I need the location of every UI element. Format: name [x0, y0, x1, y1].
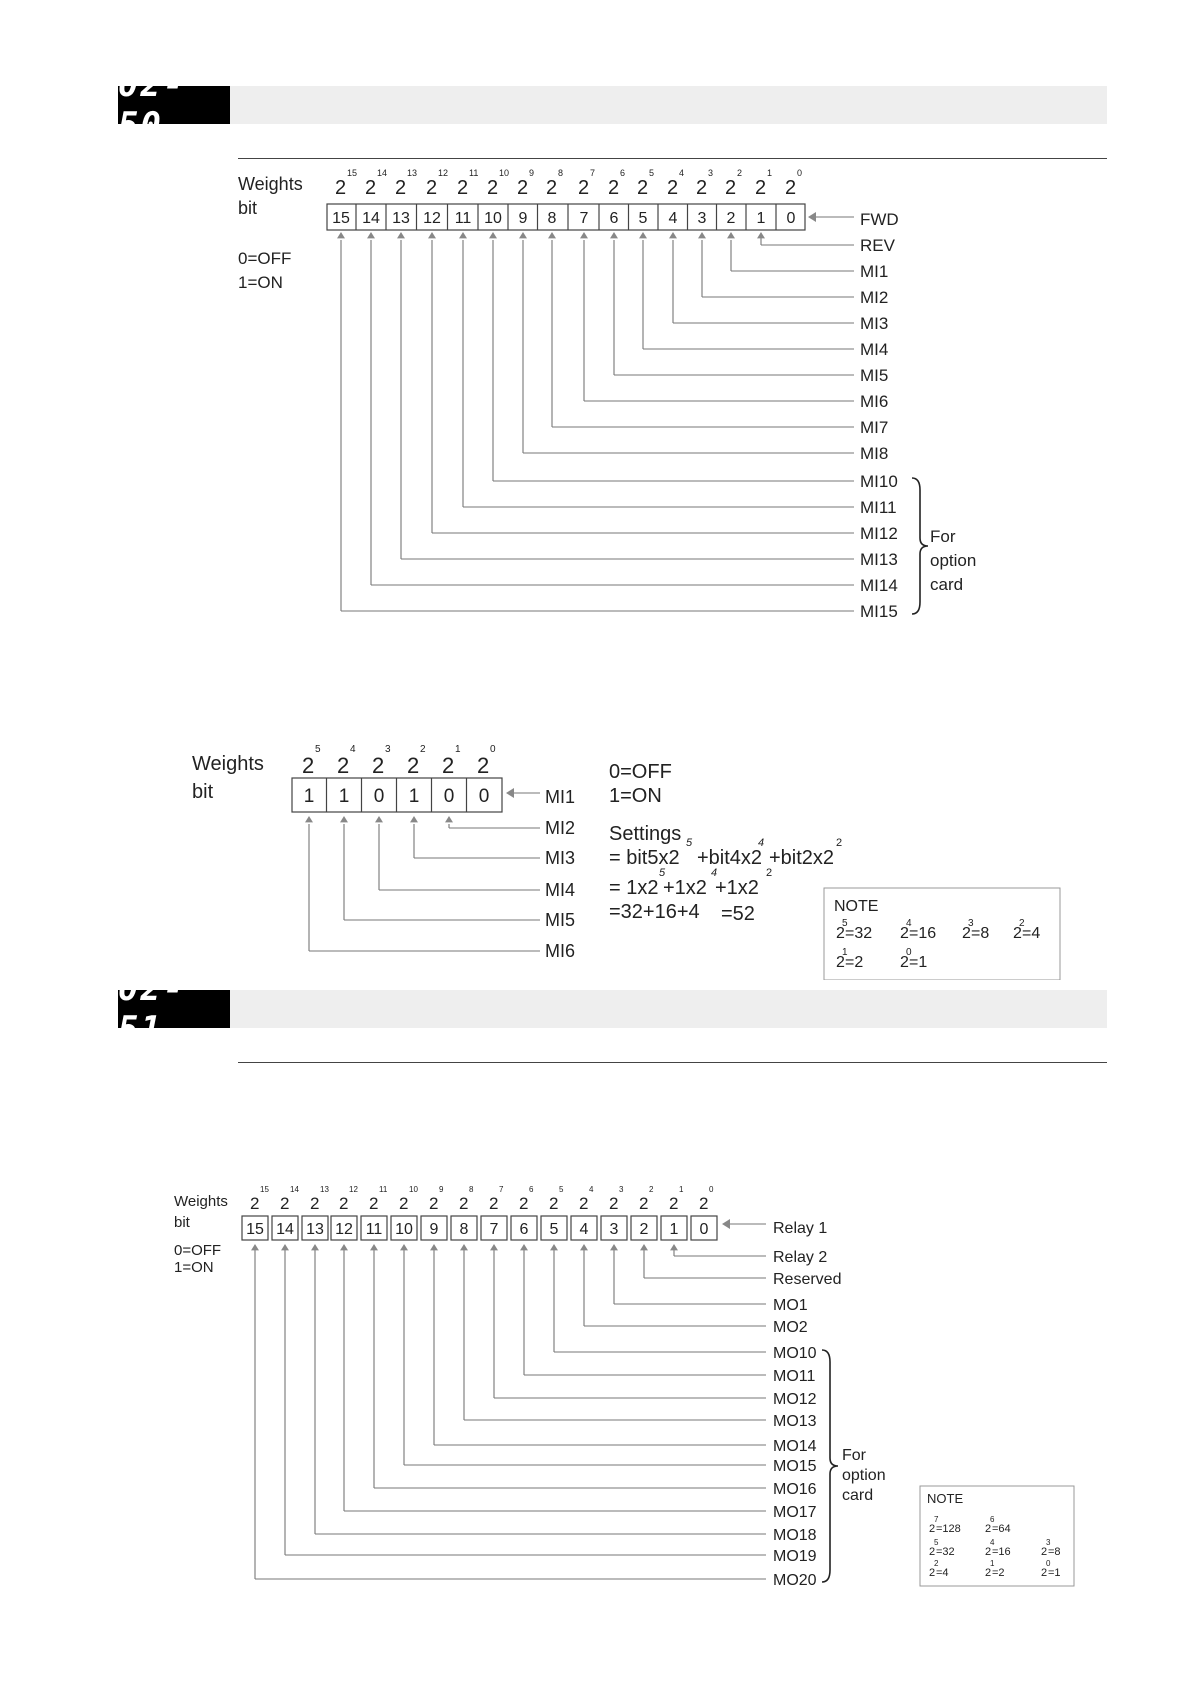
- weight-exponent: 8: [469, 1185, 474, 1194]
- option-card-label: For: [930, 527, 956, 546]
- weight-exponent: 3: [385, 744, 391, 755]
- bit-cell: 0: [443, 786, 455, 807]
- weight-exponent: 3: [619, 1185, 624, 1194]
- weight-base: 2: [457, 177, 469, 199]
- note-base: 2: [962, 925, 971, 942]
- signal-label: MI14: [860, 576, 898, 595]
- weights-label: Weights: [238, 174, 303, 194]
- formula-exponent: 4: [711, 867, 718, 879]
- signal-label: MO12: [773, 1391, 817, 1408]
- arrow-head: [669, 232, 677, 238]
- weight-exponent: 15: [347, 168, 358, 178]
- weight-base: 2: [487, 177, 499, 199]
- option-card-label: card: [842, 1487, 874, 1504]
- weight-exponent: 4: [589, 1185, 594, 1194]
- formula-line-1: +bit2x2: [769, 847, 835, 869]
- note-value: =16: [909, 925, 937, 942]
- weight-base: 2: [608, 177, 620, 199]
- arrow-head: [397, 232, 405, 238]
- signal-label: MO18: [773, 1527, 817, 1544]
- weight-exponent: 12: [438, 168, 449, 178]
- note-exponent: 2: [934, 1559, 939, 1568]
- weight-exponent: 4: [350, 744, 356, 755]
- input-status-example-diagram: [0, 740, 1190, 980]
- note-value: =2: [992, 1567, 1005, 1579]
- bit-cell: 4: [579, 1221, 589, 1238]
- weight-base: 2: [489, 1194, 499, 1213]
- weight-exponent: 9: [439, 1185, 444, 1194]
- arrow-head: [639, 232, 647, 238]
- formula-exponent: 5: [659, 867, 666, 879]
- note-value: =8: [1048, 1546, 1061, 1558]
- note-exponent: 5: [934, 1538, 939, 1547]
- bit-cell: 8: [547, 210, 557, 227]
- bit-cell: 4: [668, 210, 678, 227]
- signal-label: MO16: [773, 1481, 817, 1498]
- signal-label: MO17: [773, 1504, 817, 1521]
- bit-cell: 7: [489, 1221, 499, 1238]
- section-divider: [238, 1062, 1107, 1063]
- weight-exponent: 15: [260, 1185, 269, 1194]
- param-code-badge: 02-51: [118, 990, 230, 1028]
- weight-base: 2: [442, 753, 455, 778]
- arrow-head: [430, 1244, 438, 1250]
- arrow-head: [757, 232, 765, 238]
- weight-exponent: 12: [349, 1185, 358, 1194]
- on-legend: 1=ON: [238, 273, 283, 292]
- weight-exponent: 13: [320, 1185, 329, 1194]
- formula-line-2: = 1x2: [609, 877, 659, 899]
- arrow-head: [506, 788, 514, 798]
- bit-cell: 11: [454, 210, 472, 227]
- weight-exponent: 9: [529, 168, 535, 178]
- arrow-head: [808, 212, 816, 222]
- signal-label: MO20: [773, 1572, 817, 1589]
- weight-base: 2: [369, 1194, 379, 1213]
- curly-brace: [912, 478, 928, 614]
- weight-exponent: 2: [737, 168, 743, 178]
- off-legend: 0=OFF: [238, 249, 292, 268]
- signal-label: MI1: [860, 262, 889, 281]
- param-code-badge: 02-50: [118, 86, 230, 124]
- curly-brace: [822, 1350, 838, 1582]
- note-exponent: 4: [906, 918, 912, 929]
- weight-base: 2: [429, 1194, 439, 1213]
- weight-exponent: 11: [379, 1185, 388, 1194]
- weight-base: 2: [395, 177, 407, 199]
- bit-cell: 1: [303, 786, 315, 807]
- note-base: 2: [1013, 925, 1022, 942]
- note-value: =1: [909, 954, 928, 971]
- weight-base: 2: [725, 177, 737, 199]
- weight-exponent: 14: [377, 168, 388, 178]
- signal-label: MI3: [545, 848, 576, 868]
- bit-cell: 5: [638, 210, 648, 227]
- bit-cell: 6: [519, 1221, 529, 1238]
- note-base: 2: [836, 925, 845, 942]
- weight-base: 2: [335, 177, 347, 199]
- weight-base: 2: [250, 1194, 260, 1213]
- signal-label: FWD: [860, 210, 899, 229]
- arrow-head: [400, 1244, 408, 1250]
- bit-cell: 6: [609, 210, 619, 227]
- weight-base: 2: [459, 1194, 469, 1213]
- weight-base: 2: [609, 1194, 619, 1213]
- note-title: NOTE: [834, 898, 879, 915]
- arrow-head: [520, 1244, 528, 1250]
- signal-label: MI1: [545, 787, 576, 807]
- weight-exponent: 5: [315, 744, 321, 755]
- weight-exponent: 4: [679, 168, 685, 178]
- arrow-head: [370, 1244, 378, 1250]
- weight-base: 2: [302, 753, 315, 778]
- note-value: =2: [845, 954, 864, 971]
- arrow-head: [722, 1219, 730, 1229]
- signal-label: Relay 1: [773, 1220, 828, 1237]
- weight-base: 2: [280, 1194, 290, 1213]
- bit-cell: 0: [478, 786, 490, 807]
- arrow-head: [251, 1244, 259, 1250]
- weight-exponent: 6: [529, 1185, 534, 1194]
- arrow-head: [305, 816, 313, 822]
- arrow-head: [550, 1244, 558, 1250]
- signal-label: MI4: [860, 340, 889, 359]
- signal-label: MO10: [773, 1345, 817, 1362]
- weight-exponent: 1: [767, 168, 773, 178]
- arrow-head: [610, 232, 618, 238]
- param-title-bar: [230, 990, 1107, 1028]
- note-value: =8: [971, 925, 990, 942]
- weight-base: 2: [755, 177, 767, 199]
- signal-label: MI6: [860, 392, 889, 411]
- signal-label: MI15: [860, 602, 898, 621]
- weight-exponent: 6: [620, 168, 626, 178]
- weight-base: 2: [519, 1194, 529, 1213]
- bit-cell: 3: [697, 210, 707, 227]
- arrow-head: [445, 816, 453, 822]
- bit-cell: 2: [726, 210, 736, 227]
- weight-base: 2: [549, 1194, 559, 1213]
- signal-label: MI11: [860, 498, 897, 517]
- arrow-head: [460, 1244, 468, 1250]
- signal-label: MI6: [545, 941, 576, 961]
- arrow-head: [367, 232, 375, 238]
- weight-base: 2: [399, 1194, 409, 1213]
- bit-cell: 15: [332, 210, 350, 227]
- weight-base: 2: [310, 1194, 320, 1213]
- signal-label: MO1: [773, 1297, 808, 1314]
- weight-base: 2: [365, 177, 377, 199]
- arrow-head: [311, 1244, 319, 1250]
- weight-exponent: 8: [558, 168, 564, 178]
- bit-label: bit: [174, 1214, 190, 1231]
- note-exponent: 0: [1046, 1559, 1051, 1568]
- weight-base: 2: [699, 1194, 709, 1213]
- note-value: =4: [936, 1567, 949, 1579]
- signal-label: MI10: [860, 472, 898, 491]
- bit-cell: 1: [408, 786, 420, 807]
- bit-cell: 3: [609, 1221, 619, 1238]
- weights-label: Weights: [192, 753, 264, 775]
- off-legend: 0=OFF: [609, 761, 672, 783]
- settings-label: Settings: [609, 823, 682, 845]
- bit-cell: 1: [756, 210, 766, 227]
- bit-cell: 2: [639, 1221, 649, 1238]
- weight-exponent: 13: [407, 168, 418, 178]
- bit-cell: 14: [276, 1221, 294, 1238]
- weight-base: 2: [578, 177, 590, 199]
- note-exponent: 0: [906, 947, 912, 958]
- arrow-head: [489, 232, 497, 238]
- bit-cell: 9: [518, 210, 528, 227]
- weight-exponent: 2: [420, 744, 426, 755]
- weight-exponent: 2: [649, 1185, 654, 1194]
- formula-line-2: +1x2: [663, 877, 707, 899]
- note-value: =32: [845, 925, 873, 942]
- weight-base: 2: [372, 753, 385, 778]
- note-exponent: 7: [934, 1515, 939, 1524]
- option-card-label: card: [930, 575, 964, 594]
- note-value: =128: [936, 1523, 961, 1535]
- bit-cell: 0: [699, 1221, 709, 1238]
- note-base: 2: [836, 954, 845, 971]
- arrow-head: [640, 1244, 648, 1250]
- weight-base: 2: [785, 177, 797, 199]
- weight-base: 2: [517, 177, 529, 199]
- weight-exponent: 7: [590, 168, 596, 178]
- note-base: 2: [985, 1546, 992, 1558]
- signal-label: MO2: [773, 1319, 808, 1336]
- note-base: 2: [1041, 1546, 1048, 1558]
- weight-exponent: 5: [649, 168, 655, 178]
- weight-exponent: 5: [559, 1185, 564, 1194]
- bit-label: bit: [238, 198, 258, 218]
- formula-line-2: +1x2: [715, 877, 759, 899]
- bit-cell: 14: [362, 210, 380, 227]
- param-header-02-50: [118, 65, 1107, 145]
- note-exponent: 6: [990, 1515, 995, 1524]
- option-card-label: For: [842, 1447, 866, 1464]
- option-card-label: option: [842, 1467, 886, 1484]
- note-exponent: 2: [1019, 918, 1025, 929]
- formula-exponent: 2: [766, 867, 773, 879]
- formula-exponent: 4: [758, 837, 765, 849]
- weight-exponent: 10: [499, 168, 510, 178]
- note-value: =64: [992, 1523, 1011, 1535]
- signal-label: MO13: [773, 1413, 817, 1430]
- weight-base: 2: [696, 177, 708, 199]
- signal-label: MI5: [860, 366, 889, 385]
- section-divider: [238, 158, 1107, 159]
- bit-label: bit: [192, 781, 214, 803]
- signal-label: MO15: [773, 1458, 817, 1475]
- arrow-head: [428, 232, 436, 238]
- bit-cell: 1: [338, 786, 350, 807]
- param-header-02-51: [118, 969, 1107, 1049]
- weight-exponent: 0: [490, 744, 496, 755]
- bit-cell: 15: [246, 1221, 264, 1238]
- formula-line-3: =32+16+4: [609, 901, 700, 923]
- note-base: 2: [1041, 1567, 1048, 1579]
- weight-exponent: 1: [455, 744, 461, 755]
- arrow-head: [519, 232, 527, 238]
- note-exponent: 1: [990, 1559, 995, 1568]
- arrow-head: [610, 1244, 618, 1250]
- signal-label: MI13: [860, 550, 898, 569]
- formula-exponent: 5: [686, 837, 693, 849]
- note-exponent: 3: [968, 918, 974, 929]
- bit-cell: 12: [335, 1221, 353, 1238]
- arrow-head: [340, 1244, 348, 1250]
- signal-label: MO14: [773, 1438, 817, 1455]
- note-value: =16: [992, 1546, 1011, 1558]
- weights-label: Weights: [174, 1193, 228, 1210]
- on-legend: 1=ON: [174, 1259, 214, 1276]
- formula-result: =52: [721, 903, 755, 925]
- digital-input-bit-diagram: [0, 160, 1190, 630]
- signal-label: MO11: [773, 1368, 816, 1385]
- signal-label: MI2: [860, 288, 889, 307]
- weight-base: 2: [669, 1194, 679, 1213]
- bit-cell: 12: [423, 210, 441, 227]
- formula-exponent: 2: [836, 837, 843, 849]
- bit-cell: 7: [579, 210, 589, 227]
- weight-base: 2: [546, 177, 558, 199]
- bit-cell: 0: [373, 786, 385, 807]
- bit-cell: 10: [395, 1221, 413, 1238]
- arrow-head: [410, 816, 418, 822]
- option-card-label: option: [930, 551, 977, 570]
- note-exponent: 4: [990, 1538, 995, 1547]
- signal-label: MO19: [773, 1548, 817, 1565]
- weight-exponent: 10: [409, 1185, 418, 1194]
- on-legend: 1=ON: [609, 785, 662, 807]
- weight-exponent: 0: [709, 1185, 714, 1194]
- arrow-head: [580, 232, 588, 238]
- signal-label: MI8: [860, 444, 889, 463]
- formula-line-1: +bit4x2: [697, 847, 763, 869]
- bit-cell: 13: [392, 210, 410, 227]
- note-exponent: 3: [1046, 1538, 1051, 1547]
- bit-cell: 13: [306, 1221, 324, 1238]
- note-base: 2: [900, 954, 909, 971]
- arrow-head: [459, 232, 467, 238]
- signal-label: MI3: [860, 314, 889, 333]
- note-value: =1: [1048, 1567, 1061, 1579]
- note-base: 2: [985, 1567, 992, 1579]
- note-exponent: 5: [842, 918, 848, 929]
- arrow-head: [490, 1244, 498, 1250]
- note-title: NOTE: [927, 1491, 964, 1506]
- arrow-head: [670, 1244, 678, 1250]
- arrow-head: [337, 232, 345, 238]
- arrow-head: [580, 1244, 588, 1250]
- arrow-head: [727, 232, 735, 238]
- bit-cell: 5: [549, 1221, 559, 1238]
- bit-cell: 10: [484, 210, 502, 227]
- signal-label: MI5: [545, 910, 576, 930]
- weight-base: 2: [639, 1194, 649, 1213]
- weight-base: 2: [337, 753, 350, 778]
- weight-exponent: 14: [290, 1185, 299, 1194]
- weight-exponent: 1: [679, 1185, 684, 1194]
- note-base: 2: [985, 1523, 992, 1535]
- bit-cell: 11: [365, 1221, 383, 1238]
- note-value: =4: [1022, 925, 1041, 942]
- param-title-bar: [230, 86, 1107, 124]
- arrow-head: [548, 232, 556, 238]
- note-base: 2: [900, 925, 909, 942]
- arrow-head: [698, 232, 706, 238]
- signal-label: MI7: [860, 418, 889, 437]
- weight-base: 2: [426, 177, 438, 199]
- signal-label: REV: [860, 236, 895, 255]
- digital-output-bit-diagram: [0, 1180, 1190, 1600]
- signal-label: Relay 2: [773, 1249, 828, 1266]
- signal-label: MI4: [545, 880, 576, 900]
- arrow-head: [281, 1244, 289, 1250]
- arrow-head: [375, 816, 383, 822]
- note-base: 2: [929, 1546, 936, 1558]
- bit-cell: 1: [669, 1221, 679, 1238]
- weight-base: 2: [407, 753, 420, 778]
- weight-base: 2: [477, 753, 490, 778]
- weight-base: 2: [339, 1194, 349, 1213]
- arrow-head: [340, 816, 348, 822]
- note-base: 2: [929, 1523, 936, 1535]
- note-exponent: 1: [842, 947, 848, 958]
- weight-exponent: 0: [797, 168, 803, 178]
- off-legend: 0=OFF: [174, 1242, 222, 1259]
- signal-label: Reserved: [773, 1271, 842, 1288]
- bit-cell: 8: [459, 1221, 469, 1238]
- weight-base: 2: [667, 177, 679, 199]
- note-base: 2: [929, 1567, 936, 1579]
- weight-exponent: 3: [708, 168, 714, 178]
- weight-exponent: 11: [469, 168, 479, 178]
- bit-cell: 9: [429, 1221, 439, 1238]
- weight-base: 2: [637, 177, 649, 199]
- formula-line-1: = bit5x2: [609, 847, 680, 869]
- signal-label: MI12: [860, 524, 898, 543]
- weight-exponent: 7: [499, 1185, 504, 1194]
- signal-label: MI2: [545, 818, 576, 838]
- note-value: =32: [936, 1546, 955, 1558]
- weight-base: 2: [579, 1194, 589, 1213]
- bit-cell: 0: [786, 210, 796, 227]
